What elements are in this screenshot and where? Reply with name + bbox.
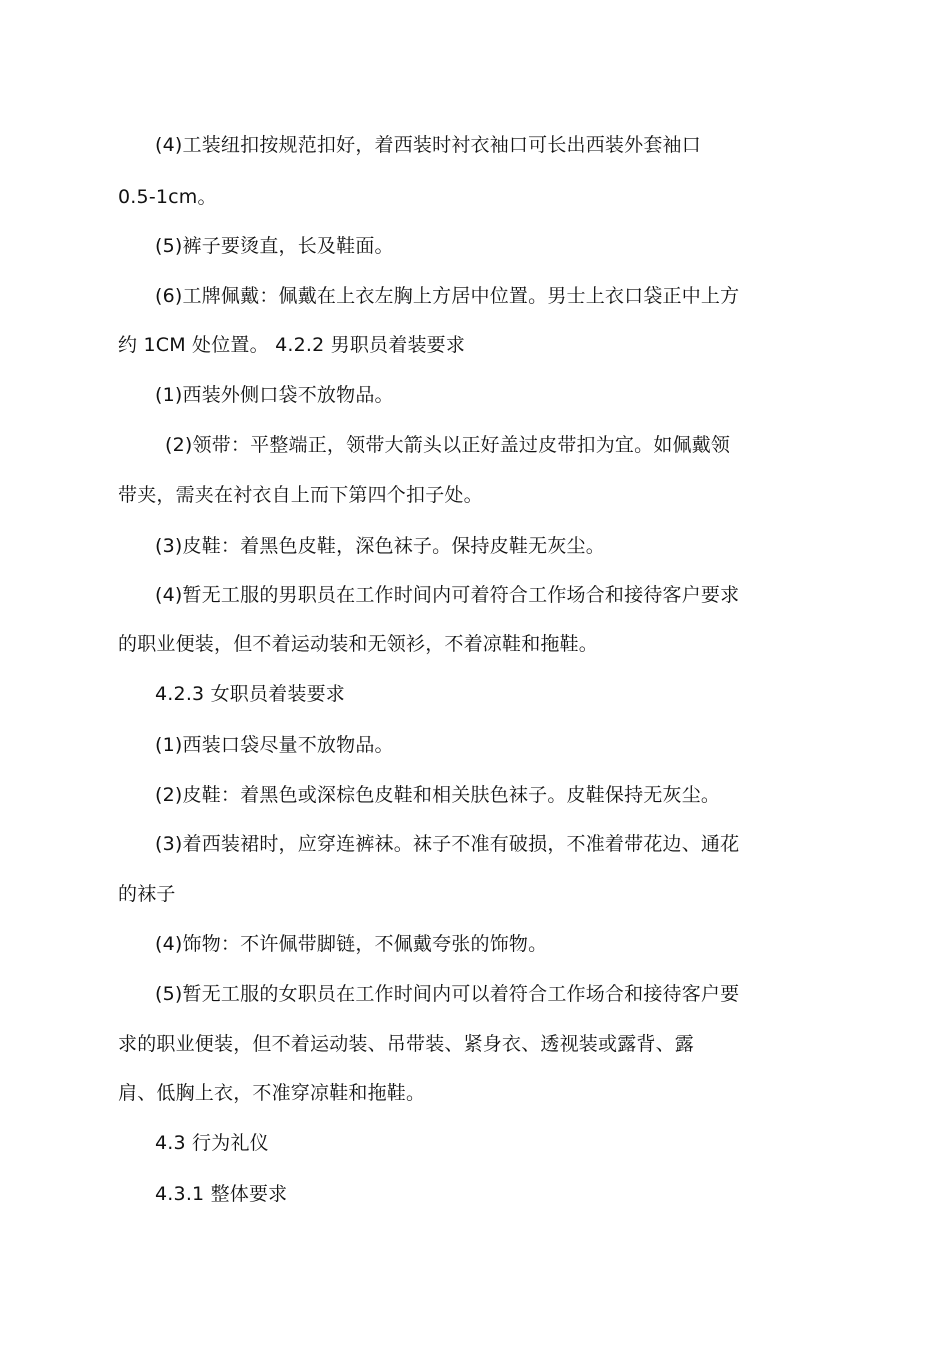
section-heading: 4.3 行为礼仪 (155, 1132, 269, 1154)
text-line: (1)西装口袋尽量不放物品。 (155, 734, 394, 756)
section-heading: 4.3.1 整体要求 (155, 1183, 288, 1205)
text-line: 的袜子 (118, 883, 176, 905)
text-line: (2)皮鞋：着黑色或深棕色皮鞋和相关肤色袜子。皮鞋保持无灰尘。 (155, 784, 721, 806)
text-line: 的职业便装，但不着运动装和无领衫，不着凉鞋和拖鞋。 (118, 633, 599, 655)
text-line: 肩、低胸上衣，不准穿凉鞋和拖鞋。 (118, 1082, 426, 1104)
text-line: (3)皮鞋：着黑色皮鞋，深色袜子。保持皮鞋无灰尘。 (155, 535, 605, 557)
text-line: 求的职业便装，但不着运动装、吊带装、紧身衣、透视装或露背、露 (118, 1033, 695, 1055)
text-line: 约 1CM 处位置。 4.2.2 男职员着装要求 (118, 334, 466, 356)
text-line: (4)饰物：不许佩带脚链，不佩戴夸张的饰物。 (155, 933, 548, 955)
text-line: (2)领带：平整端正，领带大箭头以正好盖过皮带扣为宜。如佩戴领 (165, 434, 731, 456)
text-line: (6)工牌佩戴：佩戴在上衣左胸上方居中位置。男士上衣口袋正中上方 (155, 285, 740, 307)
text-line: (5)裤子要烫直，长及鞋面。 (155, 235, 394, 257)
text-line: 带夹，需夹在衬衣自上而下第四个扣子处。 (118, 484, 483, 506)
section-heading: 4.2.3 女职员着装要求 (155, 683, 345, 705)
text-line: (1)西装外侧口袋不放物品。 (155, 384, 394, 406)
text-line: (3)着西装裙时，应穿连裤袜。袜子不准有破损，不准着带花边、通花 (155, 833, 740, 855)
text-line: (4)工装纽扣按规范扣好，着西装时衬衣袖口可长出西装外套袖口 (155, 134, 701, 156)
text-line: (4)暂无工服的男职员在工作时间内可着符合工作场合和接待客户要求 (155, 584, 740, 606)
text-line: 0.5-1cm。 (118, 186, 217, 208)
text-line: (5)暂无工服的女职员在工作时间内可以着符合工作场合和接待客户要 (155, 983, 740, 1005)
